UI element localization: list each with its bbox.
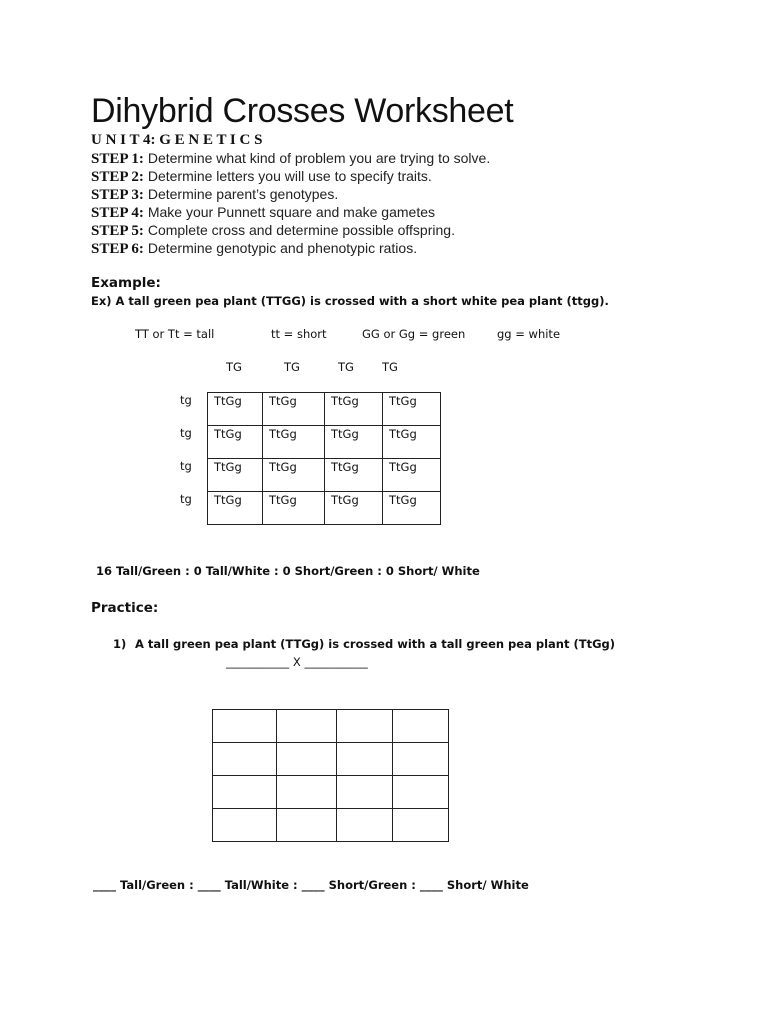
punnett-cell: TtGg [208,459,263,492]
trait-key-short: tt = short [271,327,327,341]
step-label: STEP 4: [91,205,144,221]
step-2 [91,168,432,186]
punnett-cell: TtGg [325,459,383,492]
punnett-cell: TtGg [383,459,441,492]
step-label: STEP 1: [91,151,144,167]
step-text: Make your Punnett square and make gametes [147,204,435,220]
step-5 [91,222,455,240]
trait-key-green: GG or Gg = green [362,327,466,341]
gamete-col-header: TG [226,360,242,374]
punnett-row [213,809,449,842]
blank-cell[interactable] [393,776,449,809]
practice-heading: Practice: [91,600,159,616]
step-4 [91,204,435,222]
step-text: Complete cross and determine possible offspring. [147,222,455,238]
trait-key-tall: TT or Tt = tall [135,327,215,341]
punnett-cell: TtGg [263,393,325,426]
blank-cell[interactable] [213,743,277,776]
blank-cell[interactable] [393,710,449,743]
blank-cell[interactable] [277,710,337,743]
blank-cell[interactable] [337,776,393,809]
blank-cell[interactable] [277,776,337,809]
step-label: STEP 2: [91,169,144,185]
punnett-cell: TtGg [208,426,263,459]
punnett-row [208,426,441,459]
trait-key-white: gg = white [497,327,561,341]
gamete-row-header: tg [180,492,192,506]
punnett-cell: TtGg [383,426,441,459]
gamete-row-header: tg [180,459,192,473]
step-1 [91,150,490,168]
unit-label: U N I T 4: G E N E T I C S [91,132,263,148]
punnett-cell: TtGg [383,393,441,426]
punnett-row [213,776,449,809]
punnett-row [208,492,441,525]
step-text: Determine letters you will use to specify traits. [147,168,432,184]
blank-cell[interactable] [393,809,449,842]
blank-cell[interactable] [393,743,449,776]
practice-problem: A tall green pea plant (TTGg) is crossed with a tall green pea plant (TtGg) [135,637,616,651]
practice-problem-number: 1) [113,637,127,651]
gamete-row-header: tg [180,426,192,440]
punnett-cell: TtGg [325,426,383,459]
step-3 [91,186,338,204]
step-text: Determine genotypic and phenotypic ratios. [147,240,418,256]
gamete-row-header: tg [180,393,192,407]
punnett-row [208,393,441,426]
punnett-cell: TtGg [208,492,263,525]
parents-blank-line[interactable]: ___________ X ___________ [226,655,368,669]
punnett-cell: TtGg [208,393,263,426]
punnett-cell: TtGg [263,426,325,459]
step-label: STEP 6: [91,241,144,257]
blank-cell[interactable] [213,710,277,743]
punnett-row [213,743,449,776]
practice-punnett-square [212,709,449,842]
step-text: Determine what kind of problem you are trying to solve. [147,150,491,166]
example-problem: Ex) A tall green pea plant (TTGG) is crossed with a short white pea plant (ttgg). [91,294,609,308]
punnett-cell: TtGg [263,459,325,492]
punnett-row [208,459,441,492]
step-6 [91,240,417,258]
practice-ratio-line[interactable]: ____ Tall/Green : ____ Tall/White : ____ Short/Green : ____ Short/ White [93,878,529,892]
punnett-row [213,710,449,743]
example-heading: Example: [91,275,161,291]
punnett-cell: TtGg [325,492,383,525]
blank-cell[interactable] [337,743,393,776]
gamete-col-header: TG [338,360,354,374]
gamete-col-header: TG [284,360,300,374]
gamete-col-header: TG [382,360,398,374]
blank-cell[interactable] [337,710,393,743]
example-ratio: 16 Tall/Green : 0 Tall/White : 0 Short/Green : 0 Short/ White [96,564,480,578]
punnett-cell: TtGg [263,492,325,525]
blank-cell[interactable] [277,743,337,776]
blank-cell[interactable] [213,776,277,809]
step-text: Determine parent’s genotypes. [147,186,339,202]
blank-cell[interactable] [277,809,337,842]
punnett-cell: TtGg [383,492,441,525]
worksheet-title: Dihybrid Crosses Worksheet [91,92,514,130]
punnett-cell: TtGg [325,393,383,426]
example-punnett-square [207,392,441,525]
blank-cell[interactable] [337,809,393,842]
blank-cell[interactable] [213,809,277,842]
step-label: STEP 5: [91,223,144,239]
step-label: STEP 3: [91,187,144,203]
